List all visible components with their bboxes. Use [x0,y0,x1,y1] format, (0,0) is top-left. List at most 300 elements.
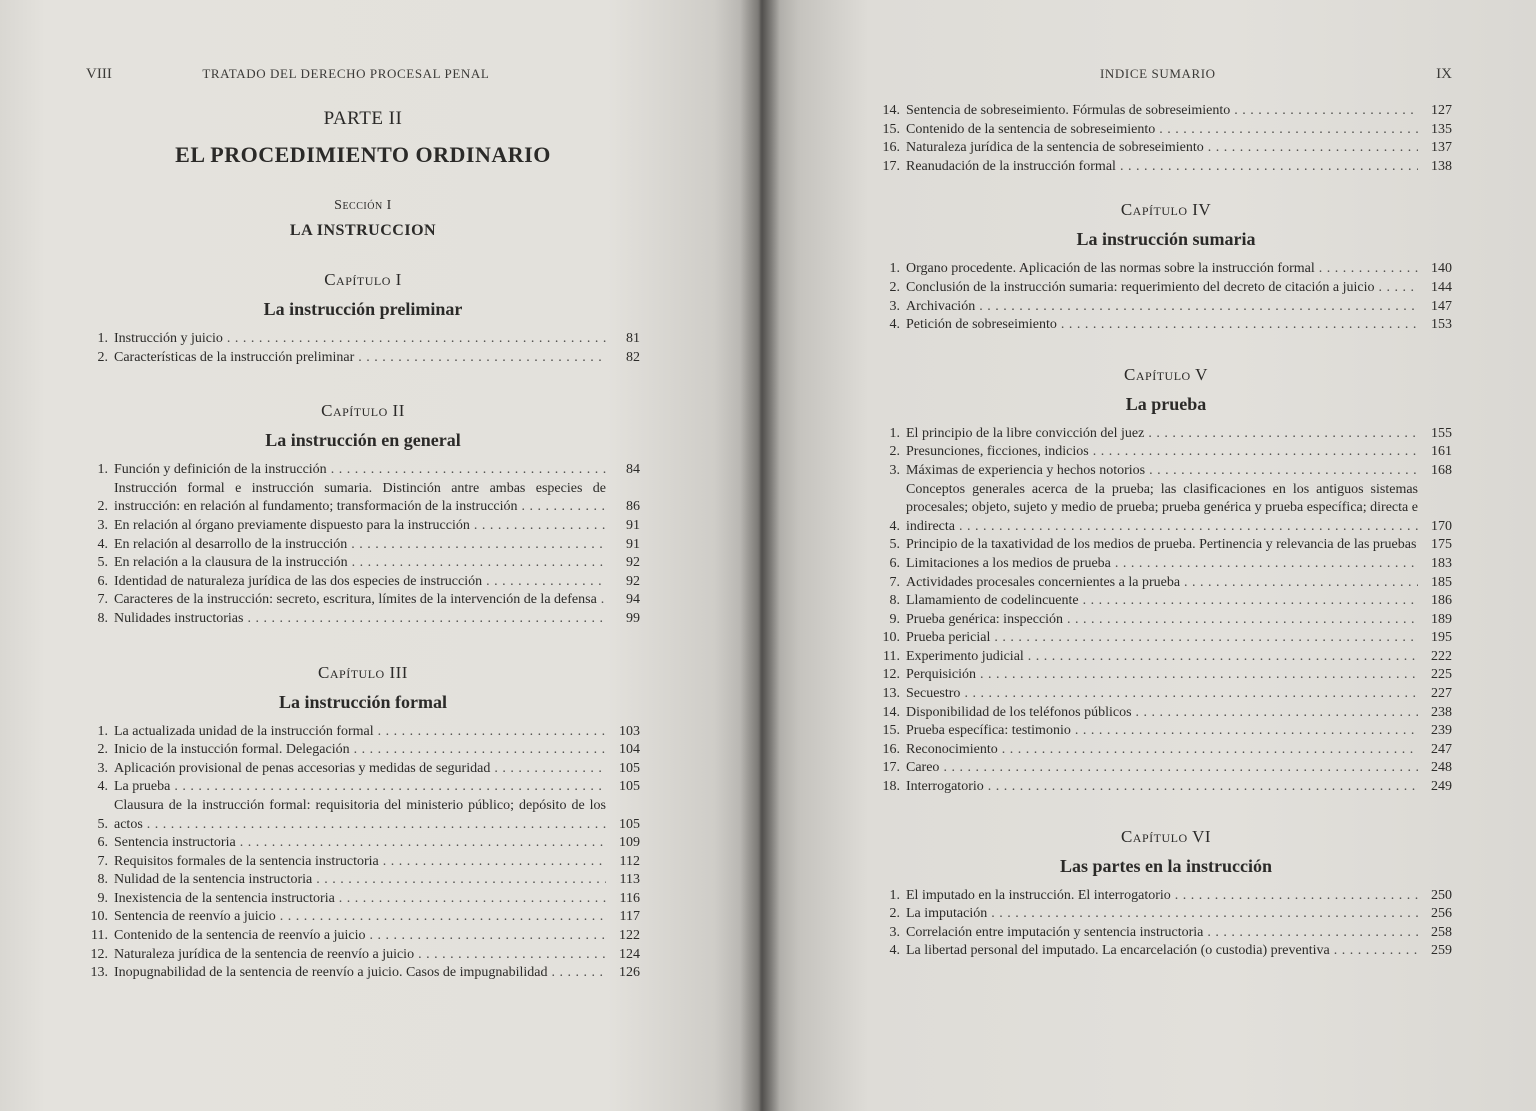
entry-number: 18. [882,779,900,795]
toc-entry [880,611,1452,630]
entry-page-number: 155 [1431,425,1452,441]
toc-entry [880,425,1452,444]
entry-page-number: 256 [1431,906,1452,922]
entry-page-number: 103 [619,723,640,739]
entry-number: 10. [90,909,108,925]
entry-text [906,260,1418,279]
entry-text [114,927,606,946]
entry-number: 6. [889,555,900,571]
chapter-label: Capítulo IV [1120,200,1212,220]
entry-number: 13. [882,686,900,702]
entry-number: 2. [889,279,900,295]
toc-entry [86,591,640,610]
toc-entry [880,666,1452,685]
entry-page-number: 258 [1431,924,1452,940]
entry-text [906,887,1418,906]
toc-entry [880,704,1452,723]
entry-title: Nulidad de la sentencia instructoria [114,872,313,888]
entry-text [906,574,1418,593]
entry-title: Naturaleza jurídica de la sentencia de sobreseimiento [906,140,1204,156]
entry-number: 17. [882,760,900,776]
entry-title: Presunciones, ficciones, indicios [906,444,1089,460]
toc-entry [86,834,640,853]
entry-page-number: 112 [619,853,640,869]
entry-text [906,443,1418,462]
entry-page-number: 238 [1431,704,1452,720]
entry-text [906,279,1418,298]
toc-entry [880,942,1452,961]
entry-title: Organo procedente. Aplicación de las normas sobre la instrucción formal [906,261,1315,277]
entry-text [906,121,1418,140]
entry-title: Características de la instrucción preliminar [114,349,355,365]
entry-page-number: 86 [626,499,640,515]
entry-title: Prueba genérica: inspección [906,611,1064,627]
entry-title: Instrucción y juicio [114,331,223,346]
entry-text [906,704,1418,723]
toc-entry [86,517,640,536]
entry-text [906,924,1418,943]
entry-number: 1. [97,723,108,739]
entry-number: 8. [97,872,108,888]
toc-entry [880,139,1452,158]
entry-page-number: 222 [1431,648,1452,664]
toc-entry [86,330,640,349]
toc-entry [86,946,640,965]
entry-text [114,723,606,742]
entry-text [114,834,606,853]
entry-number: 12. [90,946,108,962]
toc-entry [880,443,1452,462]
entry-title: Archivación [906,298,976,314]
entry-title: Reconocimiento [906,741,998,757]
entry-title: Contenido de la sentencia de reenvío a juicio [114,928,366,944]
entry-number: 14. [882,704,900,720]
entry-number: 3. [889,298,900,314]
entry-title: Prueba específica: testimonio [906,723,1071,739]
entry-title: Conclusión de la instrucción sumaria: requerimiento del decreto de citación a juicio [906,279,1375,295]
entry-page-number: 227 [1431,686,1452,702]
entry-text [114,517,606,536]
toc-entry [86,871,640,890]
chapter-block [880,365,1452,797]
entry-number: 3. [889,924,900,940]
entry-number: 3. [97,517,108,533]
toc-entry [86,723,640,742]
toc-entry [86,908,640,927]
entry-title: Perquisición [906,667,976,683]
toc-entry [86,536,640,555]
toc-entry [86,853,640,872]
entry-title: Identidad de naturaleza jurídica de las dos especies de instrucción [114,573,483,589]
entry-number: 16. [882,140,900,156]
right-chapters [880,200,1452,961]
entry-number: 7. [97,853,108,869]
toc-entry [880,574,1452,593]
entry-text [114,853,606,872]
entry-number: 1. [97,331,108,346]
entry-text [906,102,1418,121]
entry-page-number: 105 [619,760,640,776]
chapter-block [880,200,1452,334]
entry-text [114,778,606,797]
entry-text [906,741,1418,760]
entry-page-number: 138 [1431,158,1452,174]
entry-title: El imputado en la instrucción. El interrogatorio [906,887,1171,903]
entry-page-number: 168 [1431,462,1452,478]
entry-text [906,666,1418,685]
entry-text [906,555,1418,574]
toc-entry [880,555,1452,574]
entry-page-number: 84 [626,462,640,478]
entry-page-number: 153 [1431,317,1452,333]
entry-page-number: 189 [1431,611,1452,627]
toc-entry [880,887,1452,906]
chapter-title: La instrucción preliminar [263,299,463,319]
entry-text [906,685,1418,704]
entry-page-number: 135 [1431,121,1452,137]
entry-number: 6. [97,835,108,851]
toc-entry [880,462,1452,481]
left-chapters [86,270,640,983]
chapter-label: Capítulo VI [1120,826,1212,846]
entry-text [114,349,606,368]
entry-number: 1. [97,462,108,478]
entry-number: 13. [90,965,108,981]
chapter-block [86,401,640,628]
entry-page-number: 91 [626,536,640,552]
entry-number: 8. [97,610,108,626]
entry-text [114,741,606,760]
entry-page-number: 140 [1431,261,1452,277]
entry-title: Prueba pericial [906,630,991,646]
entry-number: 8. [889,593,900,609]
entry-text [114,461,606,480]
entry-page-number: 183 [1431,555,1452,571]
entry-title: La libertad personal del imputado. La encarcelación (o custodia) preventiva [906,943,1330,959]
toc-entry [86,890,640,909]
toc-entry [86,927,640,946]
toc-entry [86,964,640,983]
toc-entry [86,480,640,517]
entry-text [114,908,606,927]
entry-text [906,905,1418,924]
entry-title: Petición de sobreseimiento [906,317,1057,333]
part-title: EL PROCEDIMIENTO ORDINARIO [175,142,551,167]
entry-number: 2. [889,444,900,460]
entry-text [906,611,1418,630]
toc-entry [880,924,1452,943]
entry-number: 5. [889,537,900,553]
entry-number: 2. [97,742,108,758]
entry-page-number: 82 [626,349,640,365]
chapter-block [880,827,1452,961]
entry-text [906,298,1418,317]
toc-entry [880,316,1452,335]
entry-title: Contenido de la sentencia de sobreseimiento [906,121,1156,137]
entry-title: El principio de la libre convicción del juez [906,425,1145,441]
entry-page-number: 147 [1431,298,1452,314]
chapter-entries [880,887,1452,961]
entry-text [906,778,1418,797]
entry-number: 14. [882,103,900,118]
entry-number: 1. [889,887,900,903]
entry-page-number: 127 [1431,103,1452,118]
entry-number: 15. [882,723,900,739]
toc-entry [86,349,640,368]
entry-number: 9. [889,611,900,627]
section-heading: Sección I [334,198,392,213]
entry-page-number: 113 [619,872,640,888]
section-title: LA INSTRUCCION [289,222,437,239]
left-page [0,0,760,1111]
entry-number: 2. [889,906,900,922]
toc-entry [880,905,1452,924]
entry-title: Secuestro [906,686,961,702]
entry-title: Disponibilidad de los teléfonos públicos [906,704,1132,720]
entry-page-number: 92 [626,573,640,589]
toc-entry [880,685,1452,704]
toc-entry [880,648,1452,667]
entry-title: Caracteres de la instrucción: secreto, escritura, límites de la intervención de la defensa [114,592,597,608]
toc-entry [880,481,1452,537]
entry-title: La imputación [906,906,988,922]
entry-text [906,759,1418,778]
entry-page-number: 247 [1431,741,1452,757]
entry-title: La prueba [114,779,171,795]
entry-number: 16. [882,741,900,757]
entry-text [114,964,606,983]
toc-entry [880,741,1452,760]
entry-title: Máximas de experiencia y hechos notorios [906,462,1146,478]
chapter-entries [880,425,1452,797]
entry-number: 15. [882,121,900,137]
entry-page-number: 105 [619,816,640,832]
entry-text [906,722,1418,741]
entry-page-number: 186 [1431,593,1452,609]
entry-number: 4. [889,317,900,333]
entry-title: Principio de la taxatividad de los medios de prueba. Pertinencia y relevancia de las pruebas [906,537,1417,553]
entry-title: Careo [906,760,940,776]
entry-page-number: 81 [626,331,640,346]
entry-title: Actividades procesales concernientes a la prueba [906,574,1181,590]
entry-title: Reanudación de la instrucción formal [906,158,1116,174]
toc-entry [880,102,1452,121]
entry-number: 5. [97,816,108,832]
toc-entry [880,592,1452,611]
entry-number: 1. [889,425,900,441]
entry-page-number: 161 [1431,444,1452,460]
toc-entry [880,121,1452,140]
toc-entry [86,610,640,629]
entry-number: 4. [97,536,108,552]
entry-title: En relación a la clausura de la instrucción [114,555,348,571]
entry-number: 11. [883,648,900,664]
chapter-entries [880,260,1452,334]
entry-text [114,610,606,629]
chapter-block [86,663,640,983]
entry-number: 7. [889,574,900,590]
page-folio-right: IX [1436,66,1452,82]
entry-text [906,462,1418,481]
chapter-block [86,270,640,367]
entry-title: Correlación entre imputación y sentencia instructoria [906,924,1204,940]
toc-entry [880,298,1452,317]
chapter-label: Capítulo V [1124,364,1208,384]
toc-entry [86,461,640,480]
entry-number: 2. [97,499,108,515]
entry-title: Interrogatorio [906,779,984,795]
chapter-title: La instrucción formal [279,691,447,712]
running-title-right: INDICE SUMARIO [1100,66,1216,81]
entry-number: 10. [882,630,900,646]
entry-number: 6. [97,573,108,589]
entry-number: 4. [97,779,108,795]
entry-text [906,481,1418,537]
entry-title: En relación al órgano previamente dispuesto para la instrucción [114,517,470,533]
entry-page-number: 124 [619,946,640,962]
toc-entry [880,722,1452,741]
chapter-entries [86,461,640,628]
entry-page-number: 170 [1431,518,1452,534]
chapter-title: La instrucción sumaria [1076,229,1256,250]
entry-text [114,890,606,909]
entry-page-number: 117 [619,909,640,925]
chapter-title: Las partes en la instrucción [1059,855,1272,876]
entry-page-number: 105 [619,779,640,795]
entry-title: Inopugnabilidad de la sentencia de reenvío a juicio. Casos de impugnabilidad [114,965,548,981]
entry-title: Aplicación provisional de penas accesorias y medidas de seguridad [114,760,491,776]
entry-text [906,536,1418,555]
chapter-label: Capítulo II [321,401,405,421]
entry-title: Requisitos formales de la sentencia instructoria [114,853,379,869]
toc-entry [86,573,640,592]
entry-title: Sentencia de reenvío a juicio [114,909,276,925]
entry-number: 9. [97,890,108,906]
entry-page-number: 185 [1431,574,1452,590]
entry-page-number: 249 [1431,779,1452,795]
toc-entry [880,778,1452,797]
entry-title: Naturaleza jurídica de la sentencia de reenvío a juicio [114,946,415,962]
entry-title: Nulidades instructorias [114,610,244,626]
entry-title: Limitaciones a los medios de prueba [906,555,1111,571]
entry-title: Clausura de la instrucción formal: requisitoria del ministerio público; depósito de los actos [114,797,606,832]
running-header-right [880,66,1452,86]
entry-title: Función y definición de la instrucción [114,462,327,478]
entry-text [906,158,1418,177]
entry-text [114,554,606,573]
entry-number: 11. [91,928,108,944]
entry-title: Inicio de la instucción formal. Delegación [114,742,350,758]
entry-title: Sentencia de sobreseimiento. Fórmulas de sobreseimiento [906,103,1231,118]
toc-entry [880,629,1452,648]
entry-title: Experimento judicial [906,648,1024,664]
running-title-left: TRATADO DEL DERECHO PROCESAL PENAL [202,66,490,81]
entry-text [114,573,606,592]
entry-text [114,330,606,349]
right-page [760,0,1536,1111]
entry-text [114,946,606,965]
entry-text [906,425,1418,444]
entry-text [906,592,1418,611]
entry-text [906,629,1418,648]
toc-entry [86,797,640,834]
toc-entry [86,554,640,573]
continued-entries [880,102,1452,176]
toc-entry [86,760,640,779]
entry-page-number: 259 [1431,943,1452,959]
entry-text [906,316,1418,335]
entry-text [114,760,606,779]
entry-title: Inexistencia de la sentencia instructoria [114,890,335,906]
entry-number: 4. [889,518,900,534]
entry-text [114,871,606,890]
entry-number: 3. [97,760,108,776]
entry-page-number: 250 [1431,887,1452,903]
chapter-title: La prueba [1125,393,1207,414]
chapter-label: Capítulo I [324,270,402,289]
running-header-left [86,66,640,86]
entry-title: Llamamiento de codelincuente [906,593,1079,609]
entry-page-number: 104 [619,742,640,758]
chapter-label: Capítulo III [318,662,408,682]
entry-number: 1. [889,261,900,277]
toc-entry [880,279,1452,298]
entry-text [906,648,1418,667]
entry-title: Sentencia instructoria [114,835,236,851]
entry-text [114,591,606,610]
entry-number: 3. [889,462,900,478]
page-folio-left: VIII [86,66,112,82]
entry-page-number: 175 [1431,537,1452,553]
entry-page-number: 248 [1431,760,1452,776]
entry-text [114,480,606,517]
entry-number: 5. [97,555,108,571]
toc-entry [86,778,640,797]
entry-page-number: 92 [626,555,640,571]
entry-text [114,536,606,555]
toc-entry [880,260,1452,279]
entry-page-number: 116 [619,890,640,906]
entry-number: 17. [882,158,900,174]
entry-page-number: 126 [619,965,640,981]
entry-page-number: 195 [1431,630,1452,646]
entry-title: Instrucción formal e instrucción sumaria. Distinción antre ambas especies de instrucción: en relación al fundamento; transformación de la instrucción [114,480,606,515]
toc-entry [880,158,1452,177]
entry-number: 2. [97,349,108,365]
toc-entry [880,536,1452,555]
entry-number: 4. [889,943,900,959]
chapter-entries [86,330,640,367]
entry-page-number: 137 [1431,140,1452,156]
chapter-entries [86,723,640,983]
toc-entry [880,759,1452,778]
chapter-title: La instrucción en general [265,430,461,451]
entry-page-number: 239 [1431,723,1452,739]
entry-page-number: 144 [1431,279,1452,295]
entry-page-number: 225 [1431,667,1452,683]
entry-number: 7. [97,592,108,608]
entry-title: La actualizada unidad de la instrucción formal [114,723,374,739]
entry-title: En relación al desarrollo de la instrucción [114,536,348,552]
toc-entry [86,741,640,760]
entry-page-number: 99 [626,610,640,626]
entry-page-number: 122 [619,928,640,944]
entry-text [906,942,1418,961]
part-heading: PARTE II [323,108,403,129]
entry-title: Conceptos generales acerca de la prueba; las clasificaciones en los antiguos sistemas procesales; objeto, sujeto y medio de prueba; prueba genérica y prueba específica; directa e indirecta [906,481,1418,534]
entry-text [906,139,1418,158]
entry-text [114,797,606,834]
